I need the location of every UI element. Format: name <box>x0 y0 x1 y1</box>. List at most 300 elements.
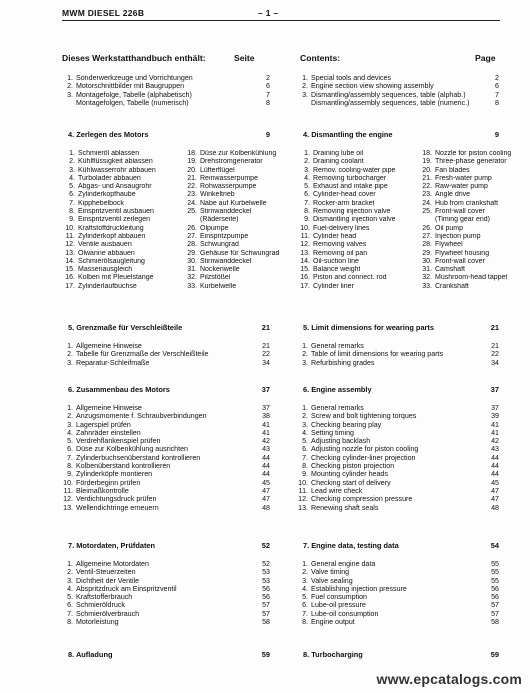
item-number: 18. <box>422 150 432 157</box>
item-text: Montagefolge, Tabelle (alphabetisch) <box>76 90 192 99</box>
list-item <box>62 241 182 249</box>
item-page: 41 <box>262 420 270 429</box>
item-text: Winkeltrieb <box>200 191 235 199</box>
list-item <box>419 150 530 158</box>
item-page: 42 <box>262 437 270 446</box>
item-text: Kraftstoffdruckleitung <box>78 224 144 232</box>
item-number: 2. <box>302 82 308 91</box>
item-number: 1. <box>304 150 310 157</box>
list-item <box>62 91 270 99</box>
en-section-6-page: 37 <box>490 385 499 394</box>
item-text: Lube-oil pressure <box>311 601 366 610</box>
item-text: General engine data <box>311 560 376 568</box>
item-page: 2 <box>266 74 270 82</box>
item-text: Fan blades <box>435 166 470 174</box>
item-text: Checking piston projection <box>311 462 395 471</box>
item-text: Nockenwelle <box>200 266 240 274</box>
item-number: 6. <box>69 191 75 199</box>
list-item <box>419 283 530 291</box>
item-number: 24. <box>422 199 432 207</box>
item-text: Rohwasserpumpe <box>200 183 257 191</box>
item-text: Dismantling injection valve <box>313 216 396 224</box>
item-number: 4. <box>304 174 310 182</box>
list-item <box>419 266 530 274</box>
item-text: Schmierölsaugleitung <box>78 257 145 265</box>
list-item <box>62 225 182 233</box>
en-intro-list <box>297 74 499 107</box>
de-section-4-left-list <box>62 150 182 291</box>
item-text: Checking bearing play <box>311 420 382 429</box>
item-number: 25. <box>422 208 432 216</box>
list-item <box>62 601 270 609</box>
item-text: Einspritzventil zerlegen <box>78 216 150 224</box>
item-text: Reinwasserpumpe <box>200 174 258 182</box>
list-item <box>62 495 270 503</box>
item-number: 29. <box>422 249 432 257</box>
item-number: 19. <box>187 158 197 166</box>
list-item <box>62 82 270 90</box>
en-section-7-title: 7. Engine data, testing data <box>303 541 399 550</box>
item-number: 7. <box>67 453 73 462</box>
item-page: 58 <box>262 618 270 627</box>
item-text: Gehäuse für Schwungrad <box>200 249 280 257</box>
item-number: 2. <box>67 412 73 421</box>
item-page: 52 <box>262 560 270 568</box>
list-item <box>184 250 296 258</box>
list-item <box>62 250 182 258</box>
item-number: 16. <box>65 274 75 282</box>
item-text: Front-wall cover <box>435 208 485 216</box>
item-text: Pilzstößel <box>200 274 231 282</box>
item-number: 6. <box>304 191 310 199</box>
list-item <box>62 342 270 350</box>
item-number: 1. <box>67 560 73 568</box>
document-header: MWM DIESEL 226B <box>62 8 145 18</box>
watermark-text: www.epcatalogs.com <box>376 671 522 687</box>
item-text: Adjusting backlash <box>311 437 371 446</box>
item-text: Einspritzventil ausbauen <box>78 208 154 216</box>
item-number: 8. <box>67 462 73 471</box>
item-text: Stirnwanddeckel <box>200 257 252 265</box>
list-item <box>297 74 499 82</box>
item-page: 44 <box>491 462 499 471</box>
item-number: 8. <box>69 208 75 216</box>
list-item <box>62 99 270 107</box>
item-number: 2. <box>67 82 73 91</box>
item-number: 28. <box>187 241 197 249</box>
item-text: Zylinderkopfhaube <box>78 191 136 199</box>
item-page: 44 <box>491 470 499 479</box>
item-page: 22 <box>491 350 499 359</box>
list-item <box>419 274 530 282</box>
item-text: Allgemeine Hinweise <box>76 342 142 350</box>
de-section-7-title: 7. Motordaten, Prüfdaten <box>68 541 156 550</box>
item-text: Dismantling/assembly sequences, table (alphab.) <box>311 90 466 99</box>
item-number: 9. <box>67 470 73 479</box>
item-text: Camshaft <box>435 266 465 274</box>
de-section-4-title: 4. Zerlegen des Motors <box>68 130 149 139</box>
list-item <box>297 82 499 90</box>
list-item <box>297 258 419 266</box>
item-text: Setting timing <box>311 428 354 437</box>
list-item <box>184 183 296 191</box>
item-page: 8 <box>266 98 270 107</box>
list-item <box>297 577 499 585</box>
item-number: 4. <box>67 428 73 437</box>
de-section-4-page: 9 <box>265 130 270 139</box>
list-item <box>297 233 419 241</box>
list-item <box>297 487 499 495</box>
item-text: Ventile ausbauen <box>78 241 132 249</box>
item-number: 27. <box>187 232 197 240</box>
item-number: 22. <box>187 183 197 191</box>
item-text: Lube-oil consumption <box>311 609 379 618</box>
item-text: Piston and connect. rod <box>313 274 387 282</box>
item-text: Injection pump <box>435 232 481 240</box>
page-number: – 1 – <box>258 8 279 18</box>
item-text: Wellendichtringe erneuern <box>76 503 159 512</box>
de-section-6-page: 37 <box>261 385 270 394</box>
item-number: 2. <box>304 158 310 166</box>
item-text: Special tools and devices <box>311 74 392 82</box>
item-text: Allgemeine Hinweise <box>76 404 142 412</box>
de-section-5-title: 5. Grenzmaße für Verschleißteile <box>68 323 183 332</box>
item-page: 45 <box>262 478 270 487</box>
item-number <box>184 216 200 224</box>
item-text: Kurbelwelle <box>200 282 237 290</box>
item-text: Cylinder head <box>313 232 357 240</box>
item-text: Zylinderbuchsenüberstand kontrollieren <box>76 453 201 462</box>
item-page: 43 <box>491 445 499 454</box>
list-item <box>297 437 499 445</box>
item-number: 2. <box>67 350 73 359</box>
list-item <box>419 225 530 233</box>
item-number: 3. <box>67 90 73 99</box>
item-text: Kraftstofferbrauch <box>76 593 133 602</box>
list-item <box>62 618 270 626</box>
item-number: 5. <box>304 183 310 191</box>
item-text: Hub from crankshaft <box>435 199 499 207</box>
list-item <box>62 487 270 495</box>
item-number: 17. <box>65 282 75 290</box>
item-text: Adjusting nozzle for piston cooling <box>311 445 419 454</box>
item-number: 13. <box>63 503 73 512</box>
de-section-6-title: 6. Zusammenbau des Motors <box>68 385 170 394</box>
list-item <box>419 250 530 258</box>
item-number: 19. <box>422 158 432 166</box>
list-item <box>419 191 530 199</box>
item-text: Flywheel housing <box>435 249 490 257</box>
seite-label: Seite <box>234 53 255 63</box>
item-text: Remov. cooling-water pipe <box>313 166 396 174</box>
item-text: Balance weight <box>313 266 361 274</box>
item-number: 31. <box>187 266 197 274</box>
item-text: Engine output <box>311 618 355 627</box>
item-number: 14. <box>300 257 310 265</box>
list-item <box>297 560 499 568</box>
item-number: 8. <box>67 618 73 627</box>
de-intro-list <box>62 74 270 107</box>
en-section-6-title: 6. Engine assembly <box>303 385 372 394</box>
item-number: 1. <box>67 342 73 350</box>
item-text: General remarks <box>311 404 364 412</box>
list-item <box>62 404 270 412</box>
item-page: 56 <box>262 593 270 602</box>
item-text: General remarks <box>311 342 364 350</box>
list-item <box>297 99 499 107</box>
list-item <box>419 216 530 224</box>
item-page: 7 <box>495 90 499 99</box>
item-text: Abgas- und Ansaugrohr <box>78 183 152 191</box>
item-text: Removing valves <box>313 241 367 249</box>
list-item <box>184 225 296 233</box>
item-page: 57 <box>491 609 499 618</box>
item-text: Reparatur-Schleifmaße <box>76 358 150 367</box>
en-section-7-page: 54 <box>490 541 499 550</box>
item-text: Nozzle for piston cooling <box>435 150 512 157</box>
item-number: 2. <box>69 158 75 166</box>
item-page: 56 <box>491 584 499 593</box>
item-number: 14. <box>65 257 75 265</box>
item-text: Ventil-Steuerzeiten <box>76 568 136 577</box>
item-number <box>419 216 435 224</box>
item-text: Ölpumpe <box>200 224 229 232</box>
item-text: (Räderseite) <box>200 216 239 224</box>
item-number: 1. <box>302 560 308 568</box>
item-text: Flywheel <box>435 241 463 249</box>
list-item <box>184 191 296 199</box>
item-number: 5. <box>302 593 308 602</box>
list-item <box>297 429 499 437</box>
item-text: Removing turbocharger <box>313 174 387 182</box>
list-item <box>297 462 499 470</box>
list-item <box>62 437 270 445</box>
item-number: 20. <box>422 166 432 174</box>
item-text: Turbolader abbauen <box>78 174 141 182</box>
item-number: 25. <box>187 208 197 216</box>
item-page: 44 <box>262 462 270 471</box>
item-page: 34 <box>491 358 499 367</box>
item-number: 3. <box>302 358 308 367</box>
item-number: 5. <box>67 593 73 602</box>
list-item <box>184 158 296 166</box>
list-item <box>419 258 530 266</box>
item-number: 9. <box>304 216 310 224</box>
en-section-4-title: 4. Dismantling the engine <box>303 130 393 139</box>
item-page: 57 <box>262 601 270 610</box>
item-number: 7. <box>302 453 308 462</box>
list-item <box>184 266 296 274</box>
item-text: Verdichtungsdruck prüfen <box>76 495 157 504</box>
list-item <box>62 200 182 208</box>
item-text: Crankshaft <box>435 282 469 290</box>
item-number: 12. <box>65 241 75 249</box>
item-text: Zahnräder einstellen <box>76 428 141 437</box>
item-number: 3. <box>302 90 308 99</box>
item-number: 9. <box>69 216 75 224</box>
item-page: 42 <box>491 437 499 446</box>
de-section-7-page: 52 <box>261 541 270 550</box>
item-page: 45 <box>491 478 499 487</box>
item-text: Motorschnittbilder mit Baugruppen <box>76 82 185 91</box>
item-text: Rocker-arm bracket <box>313 199 375 207</box>
item-number: 5. <box>67 437 73 446</box>
item-page: 48 <box>491 503 499 512</box>
list-item <box>297 274 419 282</box>
item-number <box>62 99 76 107</box>
list-item <box>297 359 499 367</box>
list-item <box>297 150 419 158</box>
item-page: 55 <box>491 568 499 577</box>
list-item <box>297 175 419 183</box>
item-text: Düse zur Kolbenkühlung ausrichten <box>76 445 188 454</box>
list-item <box>62 593 270 601</box>
list-item <box>62 421 270 429</box>
item-page: 8 <box>495 98 499 107</box>
item-number: 2. <box>67 568 73 577</box>
item-number: 13. <box>300 249 310 257</box>
item-text: Mounting cylinder heads <box>311 470 388 479</box>
item-text: Renewing shaft seals <box>311 503 379 512</box>
item-text: Kühlwasserrohr abbauen <box>78 166 156 174</box>
item-text: Establishing injection pressure <box>311 584 407 593</box>
item-number: 16. <box>300 274 310 282</box>
item-text: Three-phase generator <box>435 158 507 166</box>
list-item <box>297 283 419 291</box>
item-text: Zylinderlaufbuchse <box>78 282 137 290</box>
item-text: Oil-suction line <box>313 257 359 265</box>
item-text: Checking start of delivery <box>311 478 391 487</box>
item-page: 41 <box>491 420 499 429</box>
list-item <box>62 158 182 166</box>
en-section-4-left-list <box>297 150 419 291</box>
item-number: 26. <box>187 224 197 232</box>
item-text: Screw and bolt tightening torques <box>311 412 417 421</box>
item-number: 3. <box>67 358 73 367</box>
item-text: Drehstromgenerator <box>200 158 263 166</box>
en-section-5-list <box>297 342 499 367</box>
item-text: Exhaust and intake pipe <box>313 183 388 191</box>
item-page: 53 <box>262 568 270 577</box>
list-item <box>62 283 182 291</box>
list-item <box>297 568 499 576</box>
list-item <box>62 568 270 576</box>
item-text: Kipphebelbock <box>78 199 124 207</box>
item-number <box>297 99 311 107</box>
list-item <box>62 585 270 593</box>
item-number: 32. <box>187 274 197 282</box>
item-number: 8. <box>302 618 308 627</box>
item-number: 4. <box>302 584 308 593</box>
item-text: Front-wall cover <box>435 257 485 265</box>
item-page: 57 <box>491 601 499 610</box>
item-number: 9. <box>302 470 308 479</box>
list-item <box>62 191 182 199</box>
item-page: 37 <box>262 404 270 412</box>
list-item <box>184 258 296 266</box>
list-item <box>62 266 182 274</box>
list-item <box>419 200 530 208</box>
item-text: Lead wire check <box>311 486 363 495</box>
item-number: 10. <box>63 478 73 487</box>
list-item <box>184 233 296 241</box>
item-text: Montagefolgen, Tabelle (numerisch) <box>76 98 189 107</box>
item-text: Tabelle für Grenzmaße der Verschleißteile <box>76 350 209 359</box>
item-text: Massenausgleich <box>78 266 133 274</box>
item-page: 55 <box>491 576 499 585</box>
en-section-8-title: 8. Turbocharging <box>303 650 363 659</box>
list-item <box>419 233 530 241</box>
item-number: 13. <box>65 249 75 257</box>
list-item <box>297 479 499 487</box>
item-text: Abspritzdruck am Einspritzventil <box>76 584 177 593</box>
item-number: 3. <box>69 166 75 174</box>
item-text: Fuel consumption <box>311 593 367 602</box>
item-number: 33. <box>187 282 197 290</box>
item-text: Dismantling/assembly sequences, table (numeric.) <box>311 98 470 107</box>
list-item <box>62 350 270 358</box>
item-number: 11. <box>298 486 308 495</box>
item-text: Schmieröl ablassen <box>78 150 140 157</box>
list-item <box>297 495 499 503</box>
de-section-5-list <box>62 342 270 367</box>
item-number: 31. <box>422 266 432 274</box>
item-number: 30. <box>422 257 432 265</box>
item-number: 26. <box>422 224 432 232</box>
item-text: Checking compression pressure <box>311 495 413 504</box>
item-page: 41 <box>262 428 270 437</box>
list-item <box>297 585 499 593</box>
list-item <box>62 150 182 158</box>
header-rule <box>62 20 500 21</box>
item-number: 29. <box>187 249 197 257</box>
item-number: 1. <box>67 74 73 82</box>
item-text: Cylinder-head cover <box>313 191 376 199</box>
de-section-5-page: 21 <box>261 323 270 332</box>
item-number: 28. <box>422 241 432 249</box>
item-number: 4. <box>69 174 75 182</box>
item-number: 1. <box>302 404 308 412</box>
en-section-8-page: 59 <box>490 650 499 659</box>
item-text: Motorleistung <box>76 618 119 627</box>
list-item <box>297 412 499 420</box>
item-text: Förderbeginn prüfen <box>76 478 141 487</box>
item-number: 20. <box>187 166 197 174</box>
item-text: Valve timing <box>311 568 350 577</box>
list-item <box>297 167 419 175</box>
list-item <box>297 618 499 626</box>
list-item <box>62 454 270 462</box>
item-text: Schwungrad <box>200 241 239 249</box>
item-number: 6. <box>67 445 73 454</box>
item-page: 21 <box>262 342 270 350</box>
item-text: Mushroom-head tappet <box>435 274 508 282</box>
list-item <box>297 342 499 350</box>
item-number: 12. <box>300 241 310 249</box>
list-item <box>62 412 270 420</box>
de-section-8-page: 59 <box>261 650 270 659</box>
list-item <box>419 241 530 249</box>
item-page: 6 <box>266 82 270 91</box>
item-number: 32. <box>422 274 432 282</box>
list-item <box>62 504 270 512</box>
list-item <box>297 91 499 99</box>
list-item <box>297 421 499 429</box>
list-item <box>62 610 270 618</box>
list-item <box>297 404 499 412</box>
en-section-4-page: 9 <box>494 130 499 139</box>
item-page: 56 <box>262 584 270 593</box>
